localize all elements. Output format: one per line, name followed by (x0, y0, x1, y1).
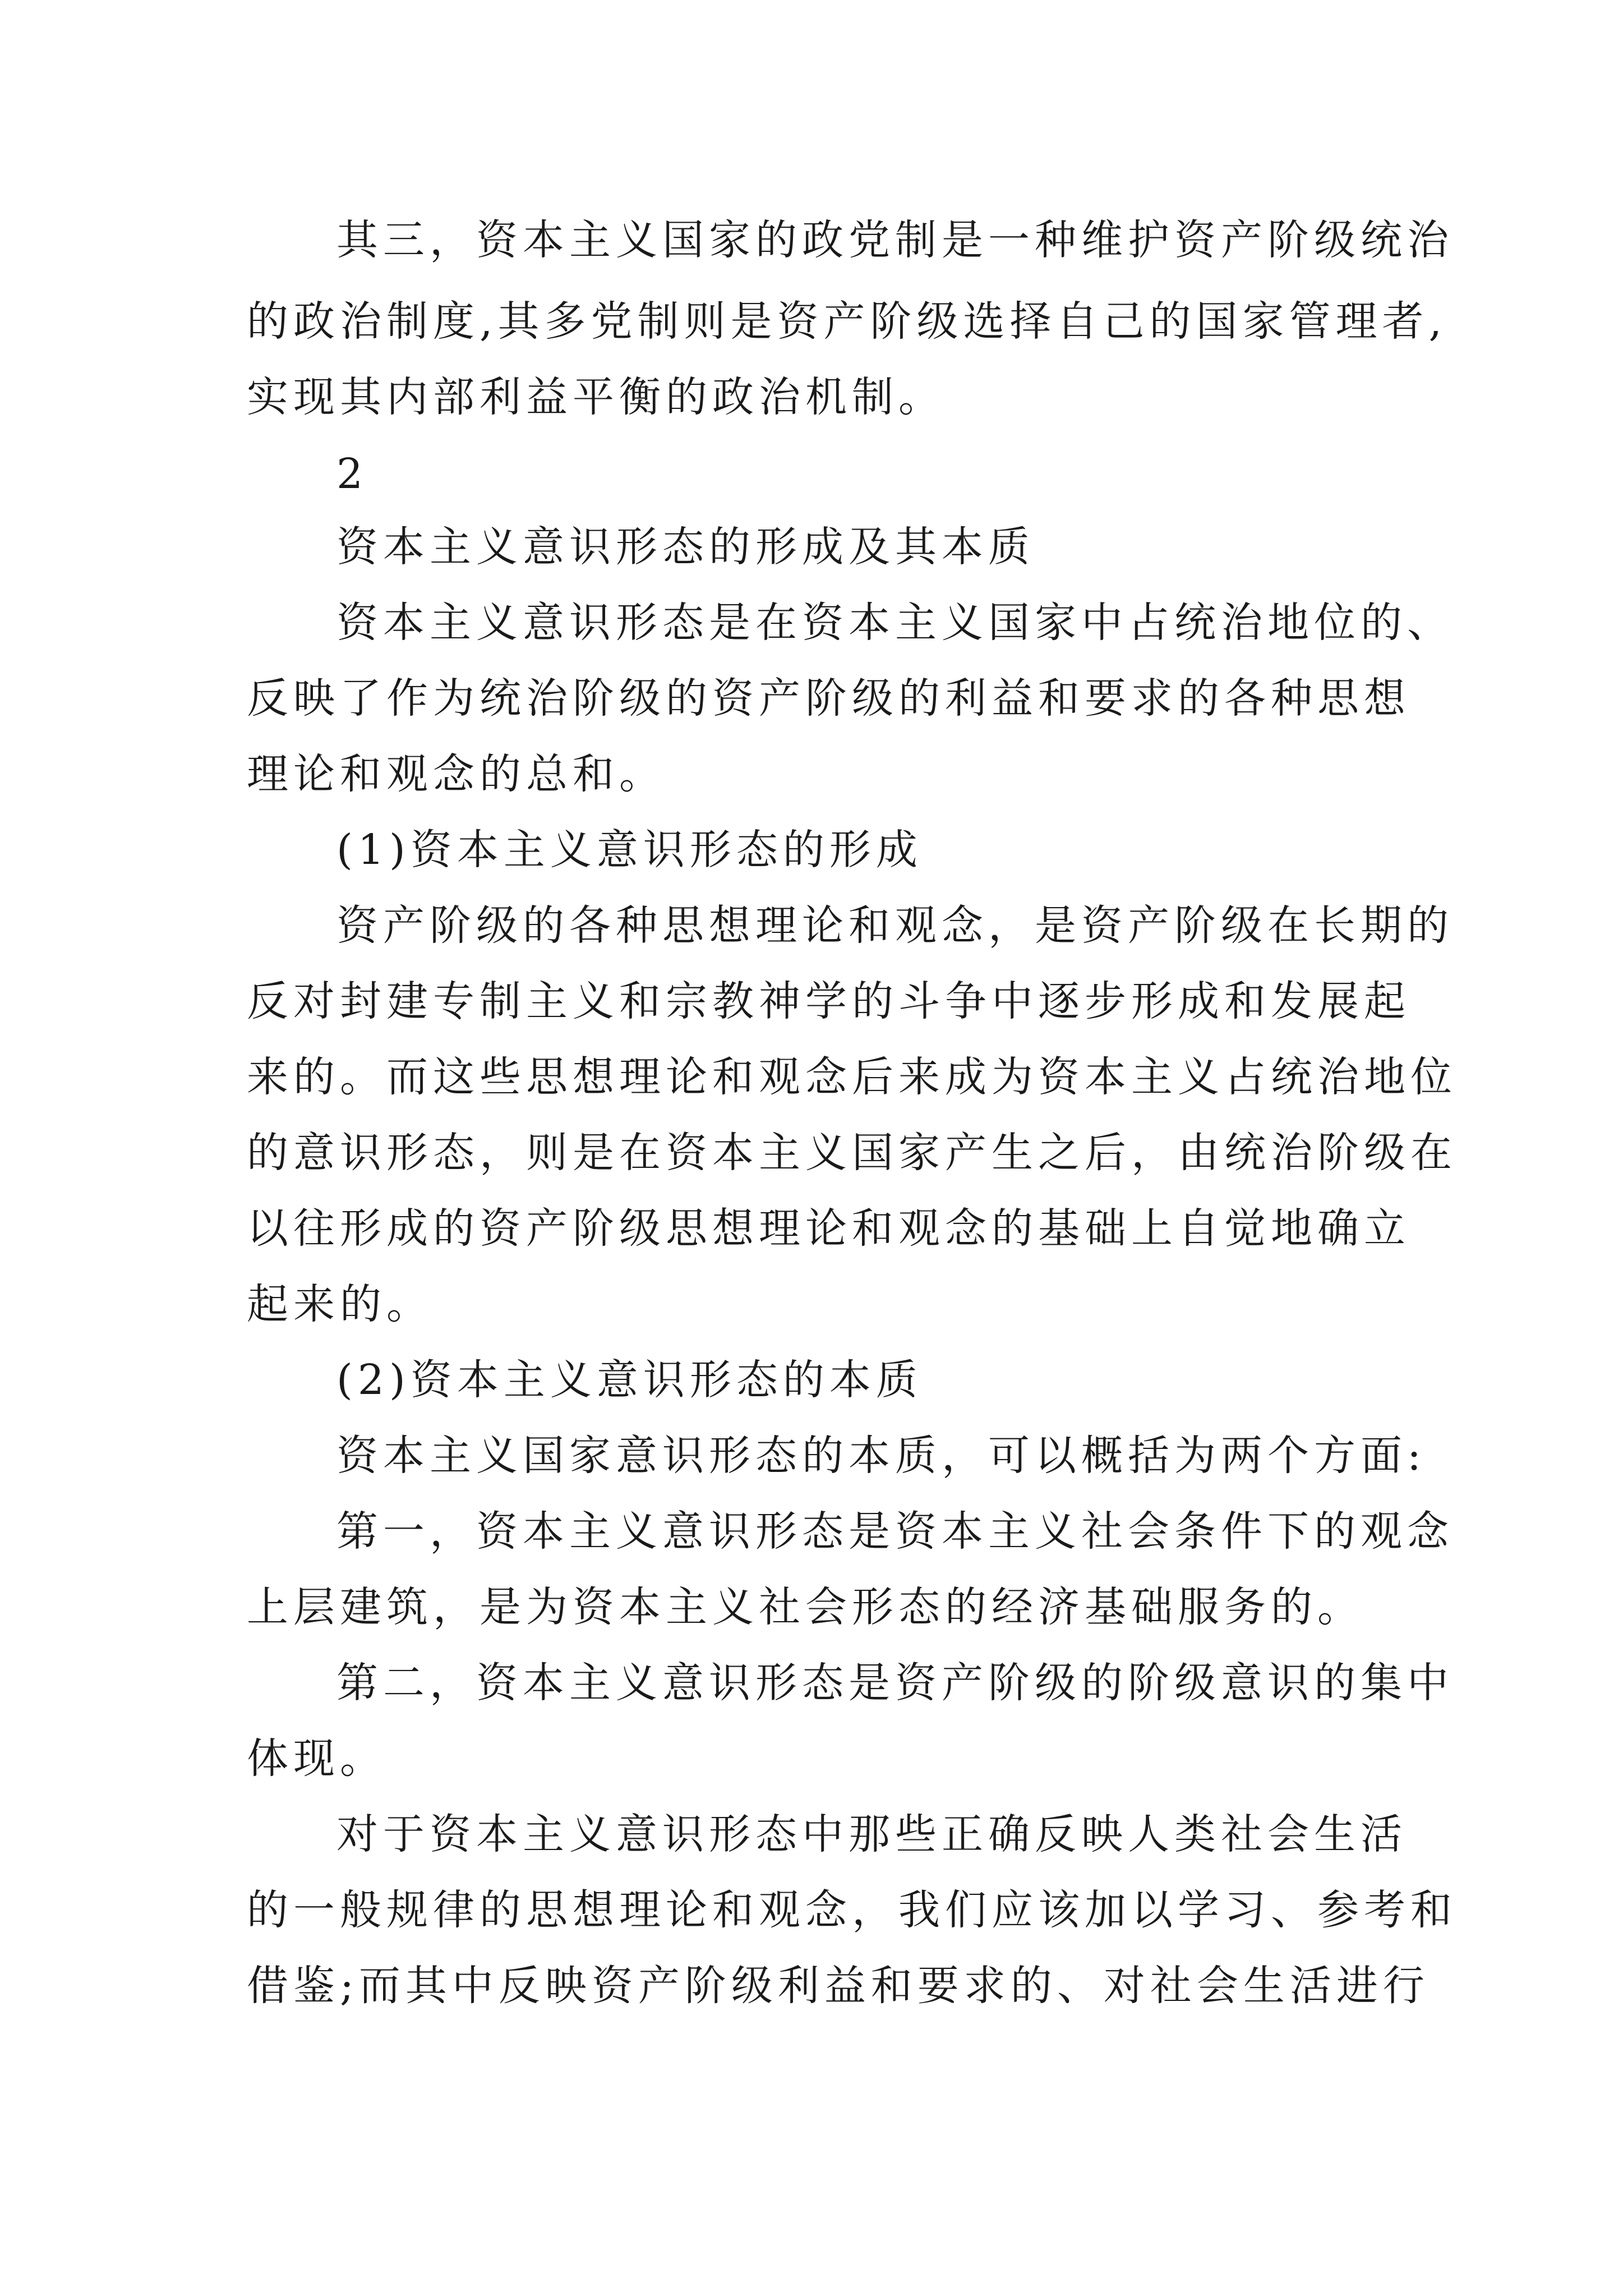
paragraph-line: 起来的。 (247, 1280, 433, 1328)
paragraph-line: 理论和观念的总和。 (247, 750, 666, 798)
subsection-heading: (1)资本主义意识形态的形成 (336, 826, 923, 874)
paragraph-line: 资产阶级的各种思想理论和观念，是资产阶级在长期的 (336, 901, 1454, 950)
paragraph-line: 资本主义意识形态是在资本主义国家中占统治地位的、 (336, 599, 1454, 647)
paragraph-line: 以往形成的资产阶级思想理论和观念的基础上自觉地确立 (247, 1204, 1410, 1253)
paragraph-line: 反映了作为统治阶级的资产阶级的利益和要求的各种思想 (247, 674, 1410, 723)
subsection-heading: (2)资本主义意识形态的本质 (336, 1356, 923, 1404)
section-number: 2 (336, 450, 363, 498)
paragraph-line: 其三，资本主义国家的政党制是一种维护资产阶级统治 (336, 216, 1454, 264)
paragraph-line: 对于资本主义意识形态中那些正确反映人类社会生活 (336, 1810, 1407, 1858)
paragraph-line: 的一般规律的思想理论和观念，我们应该加以学习、参考和 (247, 1886, 1457, 1934)
paragraph-line: 借鉴;而其中反映资产阶级利益和要求的、对社会生活进行 (247, 1962, 1430, 2010)
section-heading: 资本主义意识形态的形成及其本质 (336, 523, 1035, 571)
paragraph-line: 实现其内部利益平衡的政治机制。 (247, 373, 945, 421)
paragraph-line: 的政治制度,其多党制则是资产阶级选择自己的国家管理者, (247, 297, 1447, 346)
paragraph-line: 反对封建专制主义和宗教神学的斗争中逐步形成和发展起 (247, 977, 1410, 1025)
paragraph-line: 第二，资本主义意识形态是资产阶级的阶级意识的集中 (336, 1659, 1454, 1707)
paragraph-line: 资本主义国家意识形态的本质，可以概括为两个方面: (336, 1432, 1426, 1480)
paragraph-line: 体现。 (247, 1734, 386, 1783)
paragraph-line: 的意识形态，则是在资本主义国家产生之后，由统治阶级在 (247, 1129, 1457, 1177)
paragraph-line: 来的。而这些思想理论和观念后来成为资本主义占统治地位 (247, 1053, 1457, 1101)
paragraph-line: 上层建筑，是为资本主义社会形态的经济基础服务的。 (247, 1583, 1364, 1631)
paragraph-line: 第一，资本主义意识形态是资本主义社会条件下的观念 (336, 1507, 1454, 1556)
